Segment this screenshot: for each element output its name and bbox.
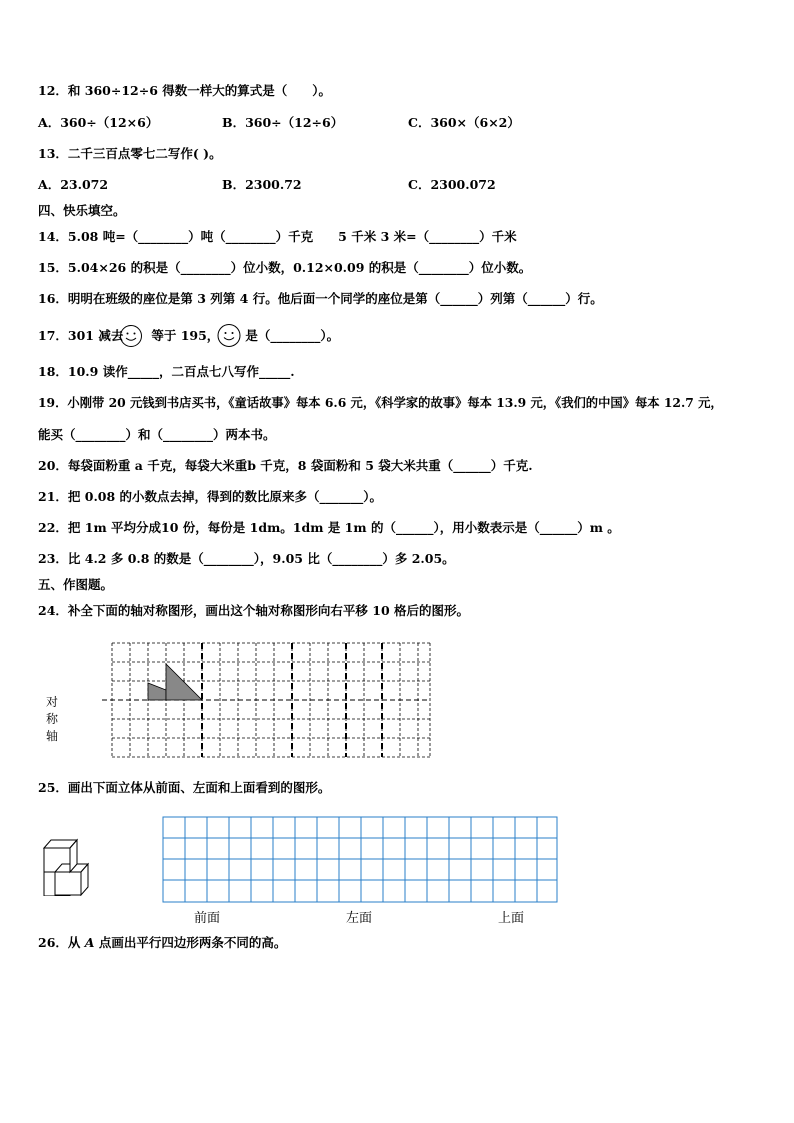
question-14 — [38, 229, 517, 245]
question-21 — [38, 489, 382, 505]
question-number: 17． — [38, 328, 68, 343]
question-text: 把 0.08 的小数点去掉，得到的数比原来多（_______）。 — [67, 489, 383, 504]
question-text: 二千三百点零七二写作( )。 — [67, 146, 222, 161]
option-a: A．360÷（12×6） — [38, 115, 159, 130]
view-label-front: 前面 — [194, 911, 221, 926]
question-19 — [38, 395, 723, 411]
view-label-top: 上面 — [498, 911, 525, 926]
question-text: 画出下面立体从前面、左面和上面看到的图形。 — [67, 780, 331, 795]
question-text: 把 1m 平均分成10 份，每份是 1dm。1dm 是 1m 的（______），用小数表示是（______）m 。 — [67, 520, 620, 535]
question-18 — [38, 364, 295, 380]
point-label: A — [84, 935, 95, 950]
question-19-line2: 能买（________）和（________）两本书。 — [38, 427, 276, 442]
question-16 — [38, 291, 603, 307]
question-24 — [38, 603, 469, 619]
question-text: 明明在班级的座位是第 3 列第 4 行。他后面一个同学的座位是第（______）列第（______）行。 — [67, 291, 603, 306]
question-number: 22． — [38, 520, 68, 535]
question-text-part1: 301 减去 — [67, 328, 124, 343]
question-number: 14． — [38, 229, 68, 244]
section-heading-4: 四、快乐填空。 — [38, 203, 126, 218]
section-heading-5: 五、作图题。 — [38, 577, 114, 592]
question-12 — [38, 83, 331, 99]
question-number: 26． — [38, 935, 68, 950]
question-26: 26．从 A 点画出平行四边形两条不同的高。 — [38, 935, 287, 950]
question-22 — [38, 520, 620, 536]
small-triangle-shape — [148, 683, 166, 700]
option-c: C．2300.072 — [408, 177, 496, 192]
option-a: A．23.072 — [38, 177, 109, 192]
smiley-face-icon — [216, 323, 242, 348]
question-text-part3: 是（________）。 — [245, 328, 340, 343]
question-text: 补全下面的轴对称图形，画出这个轴对称图形向右平移 10 格后的图形。 — [67, 603, 470, 618]
question-text: 每袋面粉重 a 千克，每袋大米重b 千克，8 袋面粉和 5 袋大米共重（______）千克. — [67, 458, 533, 473]
question-number: 15． — [38, 260, 68, 275]
question-text: 5.08 吨=（________）吨（________）千克 5 千米 3 米=（________）千米 — [67, 229, 517, 244]
option-b: B．2300.72 — [222, 177, 302, 192]
question-number: 19． — [38, 395, 68, 410]
axis-label: 对称轴 — [46, 695, 59, 743]
question-13 — [38, 146, 222, 162]
view-label-left: 左面 — [346, 911, 373, 926]
question-number: 18． — [38, 364, 68, 379]
cube-stack-figure — [42, 826, 104, 896]
question-number: 24． — [38, 603, 68, 618]
option-b: B．360÷（12÷6） — [222, 115, 344, 130]
question-number: 23． — [38, 551, 68, 566]
question-number: 21． — [38, 489, 68, 504]
question-number: 16． — [38, 291, 68, 306]
question-25 — [38, 780, 330, 796]
question-text: 和 360÷12÷6 得数一样大的算式是（ ）。 — [67, 83, 331, 98]
question-text: 10.9 读作_____，二百点七八写作_____. — [67, 364, 295, 379]
question-text: 比 4.2 多 0.8 的数是（________），9.05 比（________）多 2.05。 — [67, 551, 455, 566]
question-15 — [38, 260, 531, 276]
question-17 — [38, 328, 339, 344]
option-c: C．360×（6×2） — [408, 115, 520, 130]
question-text-part2: 等于 195， — [151, 328, 220, 343]
question-20 — [38, 458, 533, 474]
blue-drawing-grid — [162, 816, 560, 906]
question-23 — [38, 551, 455, 567]
question-number: 25． — [38, 780, 68, 795]
question-text: 5.04×26 的积是（________）位小数，0.12×0.09 的积是（________）位小数。 — [67, 260, 532, 275]
question-number: 13． — [38, 146, 68, 161]
question-number: 20． — [38, 458, 68, 473]
question-text: 小刚带 20 元钱到书店买书，《童话故事》每本 6.6 元，《科学家的故事》每本 13.9 元，《我们的中国》每本 12.7 元， — [67, 395, 723, 410]
question-number: 12． — [38, 83, 68, 98]
dashed-grid — [40, 638, 440, 763]
smiley-face-icon — [118, 324, 144, 348]
